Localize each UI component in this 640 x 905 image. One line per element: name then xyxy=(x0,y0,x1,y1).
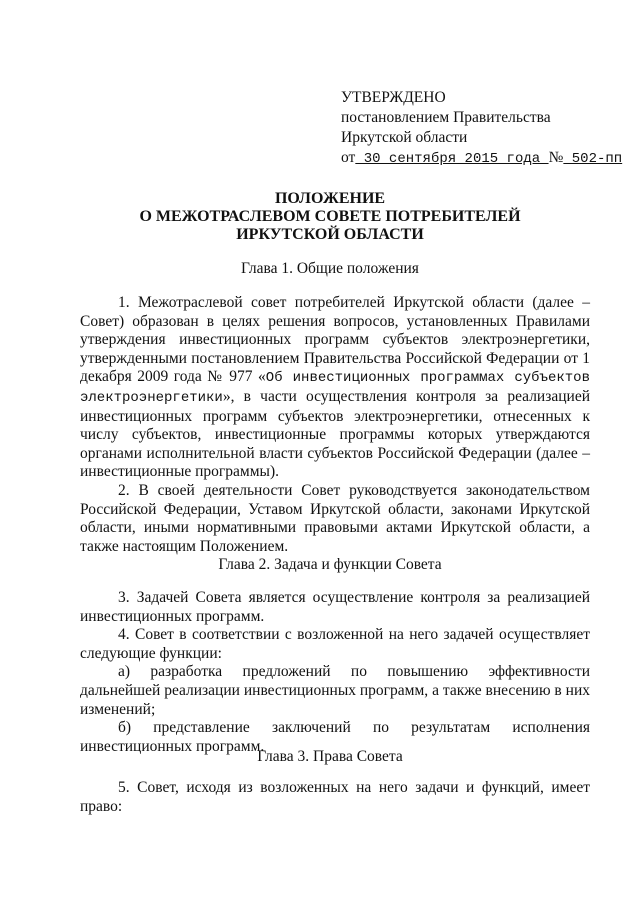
approval-region: Иркутской области xyxy=(341,129,468,146)
paragraph-1 xyxy=(80,294,590,482)
paragraph-5: 5. Совет, исходя из возложенных на него задачи и функций, имеет право: xyxy=(80,779,590,815)
approval-date: 30 сентября 2015 года xyxy=(355,151,549,167)
paragraph-4: 4. Совет в соответствии с возложенной на него задачей осуществляет следующие функции: xyxy=(80,626,590,662)
paragraph-2: 2. В своей деятельности Совет руководствуется законодательством Российской Федерации, Уставом Иркутской области, законами Иркутской области, иными нормативными правовыми актами Иркутской области, а также настоящим Положением. xyxy=(80,481,590,555)
title-line-1: ПОЛОЖЕНИЕ xyxy=(274,190,386,207)
chapter-3-heading: Глава 3. Права Совета xyxy=(257,748,403,765)
approval-title: УТВЕРЖДЕНО xyxy=(341,89,446,106)
approval-prefix: от xyxy=(341,149,356,166)
approval-number-sign: № xyxy=(548,149,564,166)
approval-stamp xyxy=(341,88,631,169)
chapter-2-heading: Глава 2. Задача и функции Совета xyxy=(218,556,442,573)
paragraph-1-text-b: », в части осуществления контроля за реализацией инвестиционных программ субъектов электроэнергетики, отнесенных к числу субъектов, инвестиционные программы которых утверждаются органами исполнительной власти субъектов Российской Федерации (далее – инвестиционные программы). xyxy=(80,387,590,481)
approval-authority: постановлением Правительства xyxy=(341,109,551,126)
approval-date-line xyxy=(341,148,631,169)
title-line-2: О МЕЖОТРАСЛЕВОМ СОВЕТЕ ПОТРЕБИТЕЛЕЙ xyxy=(139,208,521,225)
paragraph-1-text-mono: Об инвестиционных программах субъектов электроэнергетики xyxy=(80,370,590,406)
paragraph-4b: б) представление заключений по результатам исполнения инвестиционных программ. xyxy=(80,719,590,755)
document-title xyxy=(70,190,590,244)
paragraph-4a: а) разработка предложений по повышению эффективности дальнейшей реализации инвестиционных программ, а также внесению в них изменений; xyxy=(80,663,590,718)
approval-number: 502-пп xyxy=(563,151,623,167)
chapter-2-body xyxy=(80,589,590,756)
title-line-3: ИРКУТСКОЙ ОБЛАСТИ xyxy=(236,226,424,243)
chapter-3-body xyxy=(80,779,590,816)
paragraph-3: 3. Задачей Совета является осуществление контроля за реализацией инвестиционных программ. xyxy=(80,589,590,625)
chapter-1-body xyxy=(80,294,590,556)
paragraph-1-text-a: 1. Межотраслевой совет потребителей Иркутской области (далее – Совет) образован в целях решения вопросов, установленных Правилами утверждения инвестиционных программ субъектов электроэнергетики, утвержденными постановлением Правительства Российской Федерации от 1 декабря 2009 года № 977 « xyxy=(80,294,590,386)
chapter-1-heading: Глава 1. Общие положения xyxy=(241,260,419,277)
